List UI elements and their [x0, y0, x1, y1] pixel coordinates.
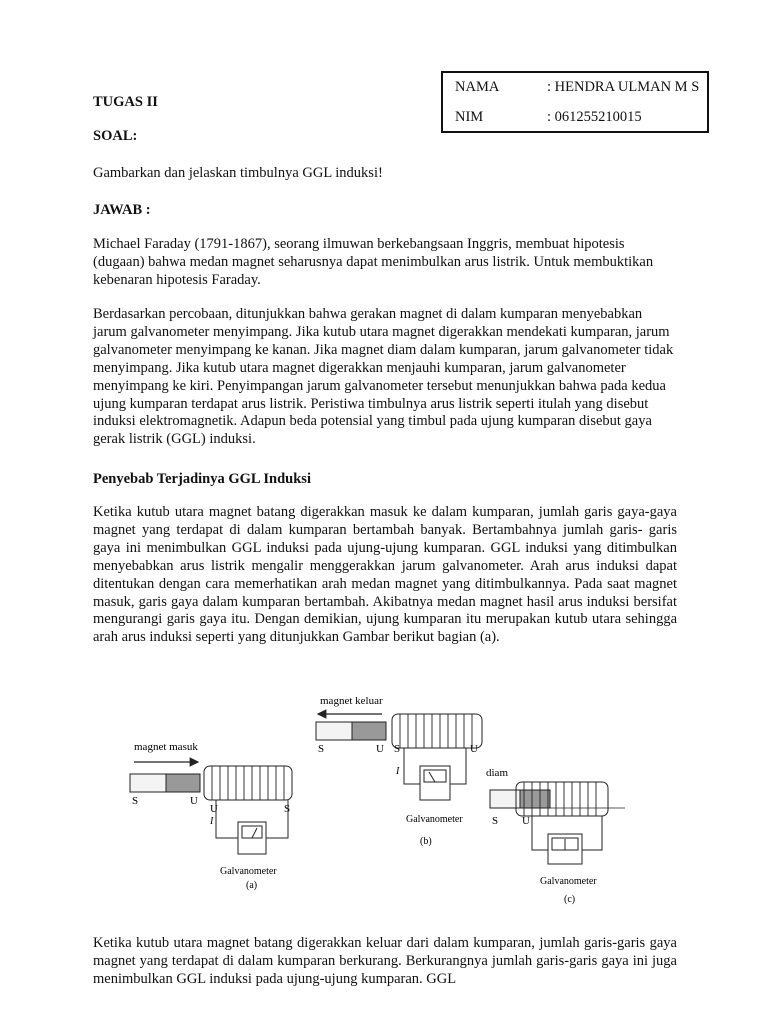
label-magnet-in: magnet masuk [134, 741, 198, 753]
name-label: NAMA [455, 79, 500, 95]
section-heading: Penyebab Terjadinya GGL Induksi [93, 471, 311, 487]
coil-b [392, 714, 482, 748]
paragraph-magnet-out: Ketika kutub utara magnet batang digerakkan keluar dari dalam kumparan, jumlah garis-garis gaya magnet yang terdapat di dalam kumparan berkurang. Berkurangnya jumlah garis-garis gaya ini juga menimbulkan GGL induksi pada ujung-ujung kumparan. GGL [93, 935, 677, 987]
coil-u-a: U [210, 803, 218, 815]
figure-b [316, 695, 482, 847]
meter-label-a: Galvanometer [220, 866, 277, 877]
question-heading: SOAL: [93, 128, 138, 144]
label-still: diam [486, 767, 508, 779]
nim-label: NIM [455, 109, 484, 125]
coil-u-b: U [470, 743, 478, 755]
paragraph-faraday: Michael Faraday (1791-1867), seorang ilmuwan berkebangsaan Inggris, membuat hipotesis (dugaan) bahwa medan magnet seharusnya dapat menimbulkan arus listrik. Untuk membuktikan kebenaran hipotesis Faraday. [93, 236, 654, 288]
magnet-c-north [520, 790, 550, 808]
wire-b-left [404, 748, 420, 784]
meter-label-c: Galvanometer [540, 876, 597, 887]
wire-c-left [532, 816, 548, 850]
question-text: Gambarkan dan jelaskan timbulnya GGL induksi! [93, 165, 383, 181]
caption-b: (b) [420, 836, 432, 847]
pole-u-a: U [190, 795, 198, 807]
current-a: I [210, 816, 214, 827]
wire-a-left [216, 800, 238, 838]
magnet-a-north [166, 774, 200, 792]
coil-s-a: S [284, 803, 291, 815]
induction-figure [120, 688, 640, 908]
pole-u-c: U [522, 815, 530, 827]
name-value: : HENDRA ULMAN M S [547, 79, 700, 95]
wire-b-right [450, 748, 466, 784]
caption-c: (c) [564, 894, 576, 905]
current-b: I [396, 766, 400, 777]
assignment-title: TUGAS II [93, 94, 158, 110]
meter-label-b: Galvanometer [406, 814, 463, 825]
pole-s-b: S [318, 743, 325, 755]
paragraph-magnet-in: Ketika kutub utara magnet batang digerakkan masuk ke dalam kumparan, jumlah garis gaya-gaya magnet yang terdapat di dalam kumparan bertambah banyak. Bertambahnya jumlah garis- garis gaya ini menimbulkan GGL induksi pada ujung-ujung kumparan. GGL induksi yang ditimbulkan menyebabkan arus listrik mengalir menggerakkan jarum galvanometer. Arah arus induksi dapat ditentukan dengan cara memerhatikan arah medan magnet yang ditimbulkannya. Pada saat magnet masuk, garis gaya dalam kumparan bertambah. Akibatnya medan magnet hasil arus induksi bersifat mengurangi garis gaya itu. Dengan demikian, ujung kumparan itu merupakan kutub utara sehingga arah arus induksi seperti yang ditunjukkan Gambar berikut bagian (a). [93, 504, 677, 646]
wire-c-right [582, 816, 602, 850]
coil-s-b: S [394, 743, 401, 755]
pole-u-b: U [376, 743, 384, 755]
nim-value: : 061255210015 [547, 109, 642, 125]
answer-heading: JAWAB : [93, 202, 151, 218]
coil-a [204, 766, 292, 800]
magnet-b-north [352, 722, 386, 740]
paragraph-experiment: Berdasarkan percobaan, ditunjukkan bahwa gerakan magnet di dalam kumparan menyebabkan jarum galvanometer menyimpang. Jika kutub utara magnet digerakkan mendekati kumparan, jarum galvanometer menyimpang ke kanan. Jika magnet diam dalam kumparan, jarum galvanometer tidak menyimpang. Jika kutub utara magnet digerakkan menjauhi kumparan, jarum galvanometer menyimpang ke kiri. Penyimpangan jarum galvanometer tersebut menunjukkan bahwa pada kedua ujung kumparan terdapat arus listrik. Peristiwa timbulnya arus listrik seperti itulah yang disebut induksi elektromagnetik. Adapun beda potensial yang timbul pada ujung kumparan disebut gaya gerak listrik (GGL) induksi. [93, 306, 674, 448]
figure-c [486, 767, 625, 905]
caption-a: (a) [246, 880, 258, 891]
pole-s-a: S [132, 795, 139, 807]
figure-a [130, 741, 292, 891]
identity-box [441, 71, 709, 133]
label-magnet-out: magnet keluar [320, 695, 383, 707]
pole-s-c: S [492, 815, 499, 827]
induction-diagram [120, 688, 640, 908]
